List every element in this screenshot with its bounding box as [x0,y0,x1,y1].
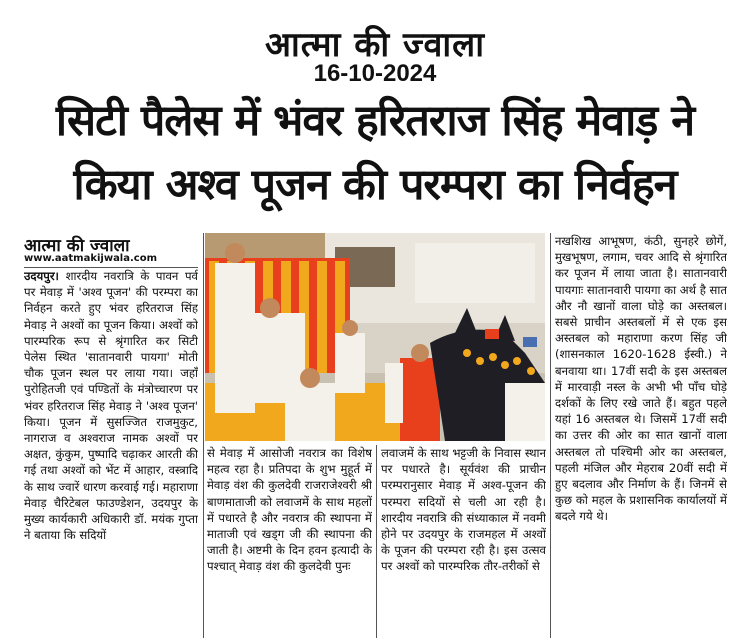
column-divider-3 [550,233,551,638]
headline-line-2: किया अश्व पूजन की परम्परा का निर्वहन [73,160,677,210]
column-divider-1 [203,233,204,638]
article-photo [205,233,545,441]
column-4-text: नखशिख आभूषण, कंठी, सुनहरे छोगें, मुखभूषण, लगाम, चवर आदि से श्रृंगारित कर पूजन में लाया जाता है। सातानवारी पायगाः सातानवारी पायगा का अर्थ है सात और नौ खानों वाला घोड़े का अस्तबल। सबसे प्राचीन अस्तबलों में से एक इस अस्तबल को महाराणा करण सिंह जी (शासनकाल 1620-1628 ईस्वी.) ने बनवाया था। 17वीं सदी के इस अस्तबल में मारवाड़ी नस्ल के अभी भी पाँच घोड़े दर्शकों के लिए रखे जाते हैं। बहुत पहले यहां 16 अस्तबल थे। जिसमें 17वीं सदी का उत्तर की ओर का सात खानों वाला अस्तबल तो पश्चिमी ओर का अस्तबल, पहली मंजिल और मेहराब 20वीं सदी में हुए बदलाव और निर्माण के हैं। जिनमें से कुछ को महल के प्रशासनिक कार्यालयों में बदले गये थे। [555,234,727,524]
photo-horse-worship-ceremony [205,233,545,441]
column-3-text: लवाजमें के साथ भट्टजी के निवास स्थान पर पधारते है। सूर्यवंश की प्राचीन परम्परानुसार मेवाड़ में अश्व-पूजन की परम्परा सदियों से चली आ रही है। शारदीय नवरात्रि की संध्याकाल में नवमी होने पर उदयपुर के राजमहल में अश्वों के पूजन की परम्परा रही है। इस उत्सव पर अश्वों को पारम्परिक तौर-तरीकों से [381,446,546,574]
publication-date: 16-10-2024 [313,60,437,87]
article-column-1 [24,268,198,633]
article-column-2 [207,445,372,635]
byline-website: www.aatmakijwala.com [24,253,158,264]
headline-line-1: सिटी पैलेस में भंवर हरितराज सिंह मेवाड़ ने [55,96,695,146]
column-2-text: से मेवाड़ में आसोजी नवरात्र का विशेष महत्व रहा है। प्रतिपदा के शुभ मुहूर्त में मेवाड़ वंश की कुलदेवी राजराजेश्वरी श्री बाणमाताजी को लवाजमें के साथ महलों में पधारते है और नवरात्र की स्थापना में माताजी एवं खड्ग जी की स्थापना की जाती है। अष्टमी के दिन हवन इत्यादी के पश्चात् मेवाड़ वंश की कुलदेवी पुनः [207,446,372,574]
article-paragraph-1 [24,268,198,543]
dateline: उदयपुर। [24,269,59,283]
column-divider-2 [376,445,377,638]
article-column-4 [555,233,727,633]
column-1-text: शारदीय नवरात्रि के पावन पर्व पर मेवाड़ में 'अश्व पूजन' की परम्परा का निर्वहन करते हुए भंवर हरितराज सिंह मेवाड़ ने अश्वों का पूजन किया। अश्वों को पारम्परिक रूप से श्रृंगारित कर सिटी पेलेस स्थित 'सातानवारी पायगा' मोती चौक पूजन स्थल पर लाया गया। जहाँ पुरोहितजी एवं पण्डितों के मंत्रोच्चारण पर भंवर हरितराज सिंह मेवाड़ ने 'अश्व पूजन' किया। पूजन में सुसज्जित राजमुकुट, नागराज व अश्वराज नामक अश्वों पर अक्षत, कुंकुम, पुष्पादि चढ़ाकर आरती की गई तथा अश्वों को भेंट में आहार, वस्त्रादि के साथ ज्वारें धारण करवाई गई। महाराणा मेवाड़ चैरिटेबल फाउण्डेशन, उदयपुर के मुख्य कार्यकारी अधिकारी डॉ. मयंक गुप्ता ने बताया कि सदियों [24,269,198,543]
article-column-3 [381,445,546,635]
byline-publication-name: आत्मा की ज्वाला [24,236,130,256]
masthead-title: आत्मा की ज्वाला [264,25,486,65]
